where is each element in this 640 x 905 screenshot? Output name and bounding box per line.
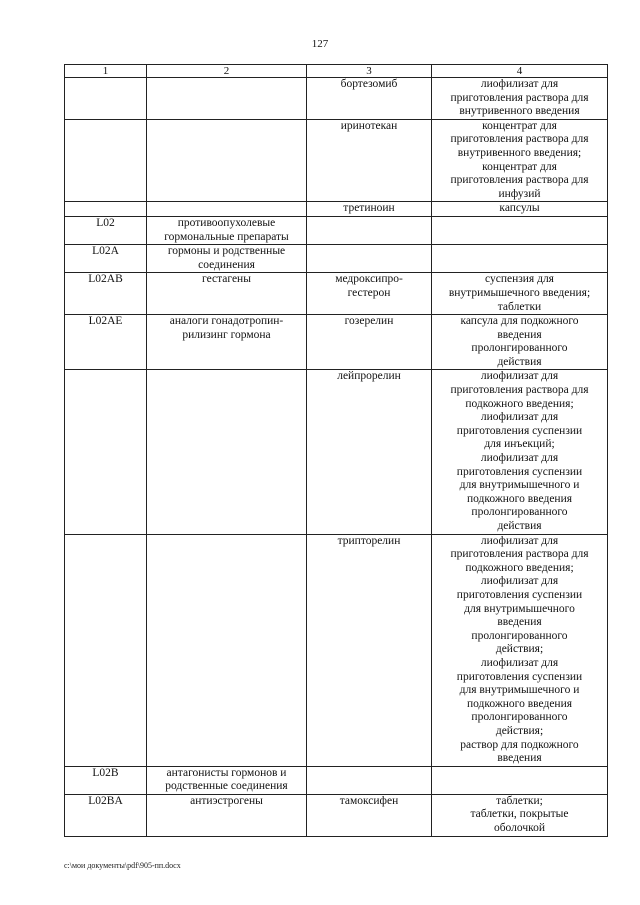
drug-name-text: тамоксифен bbox=[339, 794, 399, 807]
atc-code-cell bbox=[65, 273, 147, 315]
group-name-text: антиэстрогены bbox=[190, 794, 263, 807]
dosage-form-cell bbox=[432, 202, 608, 217]
group-name-text: гормоны и родственные соединения bbox=[167, 245, 286, 271]
drug-name-text: бортезомиб bbox=[340, 78, 398, 90]
atc-code-cell bbox=[65, 119, 147, 202]
dosage-form-text: лиофилизат для приготовления раствора для подкожного введения; лиофилизат для приготовления суспензии для внутримышечного введения пролонгированного действия; лиофилизат для приготовления суспензии для внутримышечного и подкожного введения пролонгированного действия; раствор для подкожного введения bbox=[450, 534, 589, 765]
group-name-cell bbox=[147, 370, 307, 534]
dosage-form-text: суспензия для внутримышечного введения; таблетки bbox=[448, 273, 591, 313]
drug-name-text: трипторелин bbox=[337, 534, 401, 547]
group-name-text: аналоги гонадотропин- рилизинг гормона bbox=[169, 315, 284, 341]
table-row bbox=[65, 315, 608, 370]
atc-code-cell bbox=[65, 78, 147, 120]
drug-name-cell bbox=[307, 119, 432, 202]
group-name-cell bbox=[147, 119, 307, 202]
column-header: 2 bbox=[147, 65, 307, 78]
dosage-form-cell bbox=[432, 245, 608, 273]
atc-code-text: L02B bbox=[92, 766, 119, 779]
table-row bbox=[65, 794, 608, 836]
drug-name-cell bbox=[307, 78, 432, 120]
drug-name-text: лейпрорелин bbox=[337, 370, 401, 383]
drug-name-cell bbox=[307, 534, 432, 766]
table-row bbox=[65, 202, 608, 217]
group-name-cell bbox=[147, 315, 307, 370]
table-row bbox=[65, 273, 608, 315]
dosage-form-text: лиофилизат для приготовления раствора для подкожного введения; лиофилизат для приготовления суспензии для инъекций; лиофилизат для приготовления суспензии для внутримышечного и подкожного введения пролонгированного действия bbox=[450, 370, 589, 532]
table-row bbox=[65, 370, 608, 534]
group-name-cell bbox=[147, 245, 307, 273]
table-row bbox=[65, 245, 608, 273]
drug-name-text: иринотекан bbox=[340, 119, 398, 132]
dosage-form-cell bbox=[432, 216, 608, 244]
atc-code-text: L02AB bbox=[88, 273, 123, 286]
drug-name-cell bbox=[307, 273, 432, 315]
drug-name-text: третиноин bbox=[343, 202, 395, 215]
dosage-form-cell bbox=[432, 78, 608, 120]
footer-file-path: c:\мои документы\pdf\905-пп.docx bbox=[64, 861, 181, 870]
drug-name-cell bbox=[307, 794, 432, 836]
table-row bbox=[65, 216, 608, 244]
atc-code-cell bbox=[65, 370, 147, 534]
table-body bbox=[65, 78, 608, 837]
dosage-form-cell bbox=[432, 315, 608, 370]
dosage-form-cell bbox=[432, 119, 608, 202]
dosage-form-text: лиофилизат для приготовления раствора для внутривенного введения bbox=[450, 78, 589, 118]
table-row bbox=[65, 78, 608, 120]
group-name-cell bbox=[147, 794, 307, 836]
dosage-form-text: капсула для подкожного введения пролонгированного действия bbox=[460, 315, 579, 368]
group-name-text: противоопухолевые гормональные препараты bbox=[164, 216, 289, 243]
dosage-form-cell bbox=[432, 534, 608, 766]
drug-name-cell bbox=[307, 245, 432, 273]
group-name-text: антагонисты гормонов и родственные соединения bbox=[165, 766, 288, 793]
group-name-cell bbox=[147, 273, 307, 315]
drug-name-cell bbox=[307, 216, 432, 244]
dosage-form-cell bbox=[432, 766, 608, 794]
atc-code-cell bbox=[65, 202, 147, 217]
atc-code-cell bbox=[65, 245, 147, 273]
column-header: 4 bbox=[432, 65, 608, 78]
dosage-form-cell bbox=[432, 794, 608, 836]
dosage-form-cell bbox=[432, 370, 608, 534]
group-name-cell bbox=[147, 78, 307, 120]
drug-name-text: гозерелин bbox=[344, 315, 394, 328]
atc-code-cell bbox=[65, 766, 147, 794]
atc-code-cell bbox=[65, 794, 147, 836]
dosage-form-text: таблетки; таблетки, покрытые оболочкой bbox=[470, 794, 569, 835]
dosage-form-cell bbox=[432, 273, 608, 315]
atc-code-cell bbox=[65, 216, 147, 244]
group-name-text: гестагены bbox=[202, 273, 251, 286]
group-name-cell bbox=[147, 534, 307, 766]
atc-code-cell bbox=[65, 534, 147, 766]
drug-name-cell bbox=[307, 202, 432, 217]
atc-code-text: L02 bbox=[96, 216, 115, 229]
group-name-cell bbox=[147, 216, 307, 244]
drug-name-text: медроксипро- гестерон bbox=[335, 273, 403, 299]
drug-name-cell bbox=[307, 315, 432, 370]
drug-table bbox=[64, 64, 608, 837]
page-number: 127 bbox=[311, 38, 329, 50]
atc-code-cell bbox=[65, 315, 147, 370]
dosage-form-text: концентрат для приготовления раствора для внутривенного введения; концентрат для приготовления раствора для инфузий bbox=[450, 119, 589, 200]
table-row bbox=[65, 119, 608, 202]
atc-code-text: L02BA bbox=[88, 794, 123, 807]
dosage-form-text: капсулы bbox=[499, 202, 540, 215]
header-row bbox=[65, 65, 608, 78]
group-name-cell bbox=[147, 202, 307, 217]
column-header: 1 bbox=[65, 65, 147, 78]
atc-code-text: L02AE bbox=[88, 315, 123, 328]
drug-name-cell bbox=[307, 766, 432, 794]
group-name-cell bbox=[147, 766, 307, 794]
table-row bbox=[65, 534, 608, 766]
column-header: 3 bbox=[307, 65, 432, 78]
atc-code-text: L02A bbox=[92, 245, 119, 258]
table-row bbox=[65, 766, 608, 794]
drug-name-cell bbox=[307, 370, 432, 534]
